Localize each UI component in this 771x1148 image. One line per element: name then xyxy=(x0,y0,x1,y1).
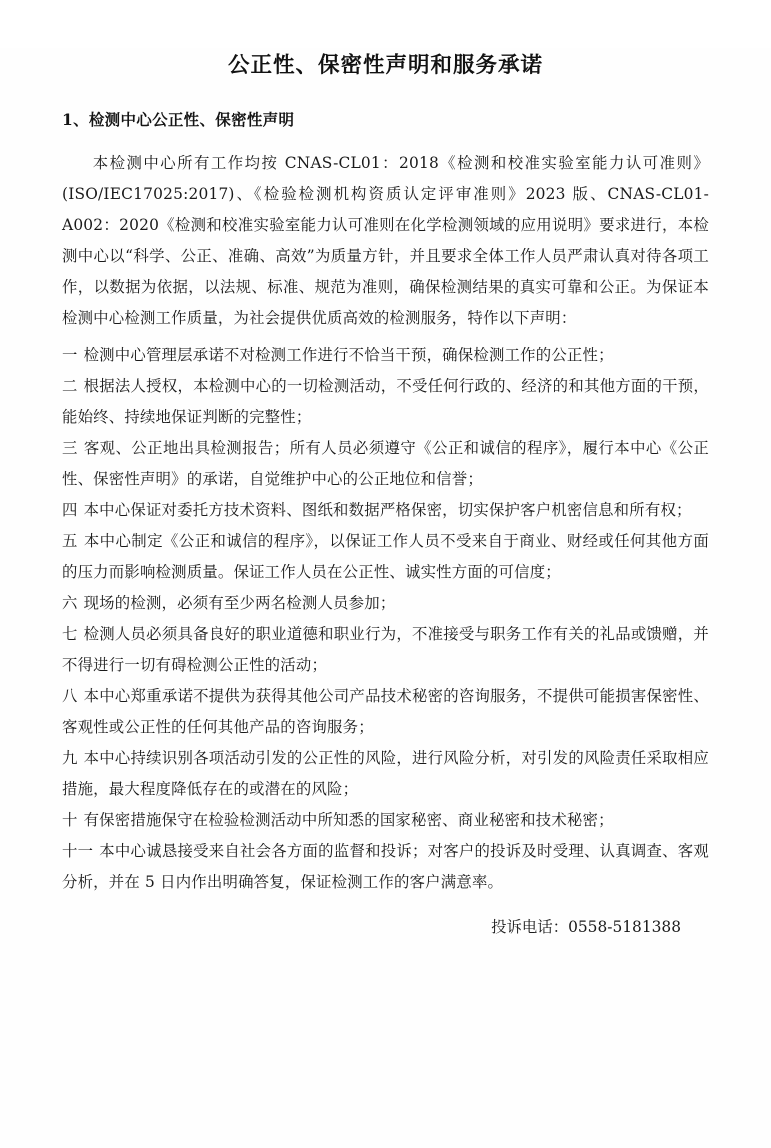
page-title: 公正性、保密性声明和服务承诺 xyxy=(227,53,543,78)
clause-number: 九 xyxy=(62,749,78,767)
clause-text: 现场的检测，必须有至少两名检测人员参加； xyxy=(83,594,396,612)
clause-text: 根据法人授权，本检测中心的一切检测活动，不受任何行政的、经济的和其他方面的干预，能始终、持续地保证判断的完整性； xyxy=(62,377,709,426)
clause-text: 有保密措施保守在检验检测活动中所知悉的国家秘密、商业秘密和技术秘密； xyxy=(83,811,614,829)
clause-item xyxy=(62,433,709,495)
clause-number: 十 xyxy=(62,811,78,829)
clause-number: 八 xyxy=(62,687,78,705)
clause-text: 检测中心管理层承诺不对检测工作进行不恰当干预，确保检测工作的公正性； xyxy=(83,346,614,364)
clause-item xyxy=(62,743,709,805)
clause-text: 检测人员必须具备良好的职业道德和职业行为，不准接受与职务工作有关的礼品或馈赠，并不得进行一切有碍检测公正性的活动； xyxy=(62,625,709,674)
clause-item xyxy=(62,526,709,588)
section-heading: 1、检测中心公正性、保密性声明 xyxy=(62,110,295,129)
clause-number: 十一 xyxy=(62,842,94,860)
clause-text: 本中心持续识别各项活动引发的公正性的风险，进行风险分析，对引发的风险责任采取相应措施，最大程度降低存在的或潜在的风险； xyxy=(62,749,709,798)
clause-item xyxy=(62,619,709,681)
clause-item xyxy=(62,371,709,433)
clause-text: 本中心保证对委托方技术资料、图纸和数据严格保密，切实保护客户机密信息和所有权； xyxy=(83,501,692,519)
clause-number: 六 xyxy=(62,594,78,612)
document-page xyxy=(0,48,771,1148)
clause-item xyxy=(62,836,709,898)
clause-number: 五 xyxy=(62,532,78,550)
clause-text: 本中心郑重承诺不提供为获得其他公司产品技术秘密的咨询服务，不提供可能损害保密性、客观性或公正性的任何其他产品的咨询服务； xyxy=(62,687,709,736)
clause-number: 四 xyxy=(62,501,78,519)
clause-text: 本中心制定《公正和诚信的程序》，以保证工作人员不受来自于商业、财经或任何其他方面的压力而影响检测质量。保证工作人员在公正性、诚实性方面的可信度； xyxy=(62,532,709,581)
clause-item xyxy=(62,805,709,836)
clause-text: 本中心诚恳接受来自社会各方面的监督和投诉；对客户的投诉及时受理、认真调查、客观分析，并在 5 日内作出明确答复，保证检测工作的客户满意率。 xyxy=(62,842,709,891)
clause-list xyxy=(62,340,709,898)
clause-number: 一 xyxy=(62,346,78,364)
clause-item xyxy=(62,588,709,619)
clause-item xyxy=(62,495,709,526)
clause-text: 客观、公正地出具检测报告；所有人员必须遵守《公正和诚信的程序》，履行本中心《公正性、保密性声明》的承诺，自觉维护中心的公正地位和信誉； xyxy=(62,439,709,488)
clause-number: 七 xyxy=(62,625,78,643)
clause-item xyxy=(62,340,709,371)
clause-number: 三 xyxy=(62,439,78,457)
intro-paragraph: 本检测中心所有工作均按 CNAS-CL01：2018《检测和校准实验室能力认可准则》(ISO/IEC17025:2017)、《检验检测机构资质认定评审准则》2023 版、CNAS-CL01-A002：2020《检测和校准实验室能力认可准则在化学检测领域的应用说明》要求进行，本检测中心以“科学、公正、准确、高效”为质量方针，并且要求全体工作人员严肃认真对待各项工作，以数据为依据，以法规、标准、规范为准则，确保检测结果的真实可靠和公正。为保证本检测中心检测工作质量，为社会提供优质高效的检测服务，特作以下声明： xyxy=(62,154,709,327)
clause-number: 二 xyxy=(62,377,78,395)
complaint-phone-line: 投诉电话：0558-5181388 xyxy=(491,918,681,936)
clause-item xyxy=(62,681,709,743)
